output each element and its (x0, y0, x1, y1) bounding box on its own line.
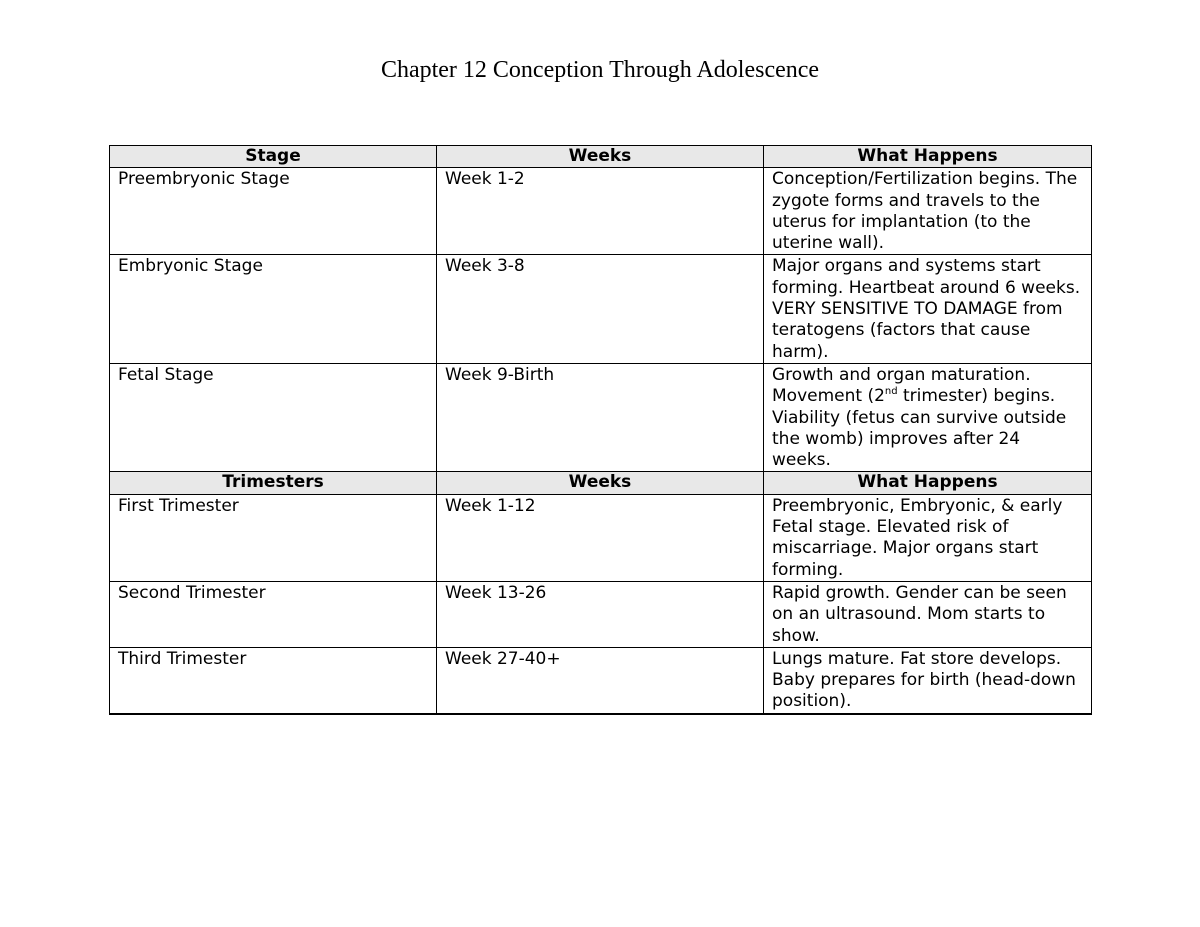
page-title: Chapter 12 Conception Through Adolescence (380, 57, 820, 83)
table-row (110, 168, 1092, 255)
header-what-happens: What Happens (764, 146, 1092, 168)
weeks-cell: Week 1-12 (437, 494, 764, 581)
what-happens-text: Growth and organ maturation. Movement (2 (772, 364, 1031, 407)
table-row (110, 363, 1092, 471)
table-row (110, 255, 1092, 363)
weeks-cell: Week 13-26 (437, 581, 764, 647)
weeks-cell: Week 3-8 (437, 255, 764, 363)
stage-cell: Fetal Stage (110, 363, 437, 471)
header-trimesters: Trimesters (110, 472, 437, 494)
what-happens-cell: Lungs mature. Fat store develops. Baby prepares for birth (head-down position). (764, 647, 1092, 713)
ordinal-suffix: nd (884, 386, 898, 398)
header-what-happens: What Happens (764, 472, 1092, 494)
weeks-cell: Week 1-2 (437, 168, 764, 255)
stage-cell: Preembryonic Stage (110, 168, 437, 255)
table-row (110, 581, 1092, 647)
what-happens-cell: Major organs and systems start forming. Heartbeat around 6 weeks. VERY SENSITIVE TO DAMAGE from teratogens (factors that cause harm). (764, 255, 1092, 363)
table-row (110, 647, 1092, 713)
stages-header-row (110, 146, 1092, 168)
header-weeks: Weeks (437, 146, 764, 168)
what-happens-cell: Rapid growth. Gender can be seen on an ultrasound. Mom starts to show. (764, 581, 1092, 647)
table-row (110, 494, 1092, 581)
trimesters-header-row (110, 472, 1092, 494)
weeks-cell: Week 27-40+ (437, 647, 764, 713)
what-happens-cell: Preembryonic, Embryonic, & early Fetal stage. Elevated risk of miscarriage. Major organs start forming. (764, 494, 1092, 581)
header-stage: Stage (110, 146, 437, 168)
development-table (109, 145, 1092, 715)
stage-cell: Embryonic Stage (110, 255, 437, 363)
header-weeks: Weeks (437, 472, 764, 494)
what-happens-cell: Conception/Fertilization begins. The zygote forms and travels to the uterus for implantation (to the uterine wall). (764, 168, 1092, 255)
trimester-cell: First Trimester (110, 494, 437, 581)
what-happens-cell (764, 363, 1092, 471)
trimester-cell: Second Trimester (110, 581, 437, 647)
weeks-cell: Week 9-Birth (437, 363, 764, 471)
what-happens-text: trimester) begins. Viability (fetus can survive outside the womb) improves after 24 weeks. (772, 386, 1067, 471)
trimester-cell: Third Trimester (110, 647, 437, 713)
